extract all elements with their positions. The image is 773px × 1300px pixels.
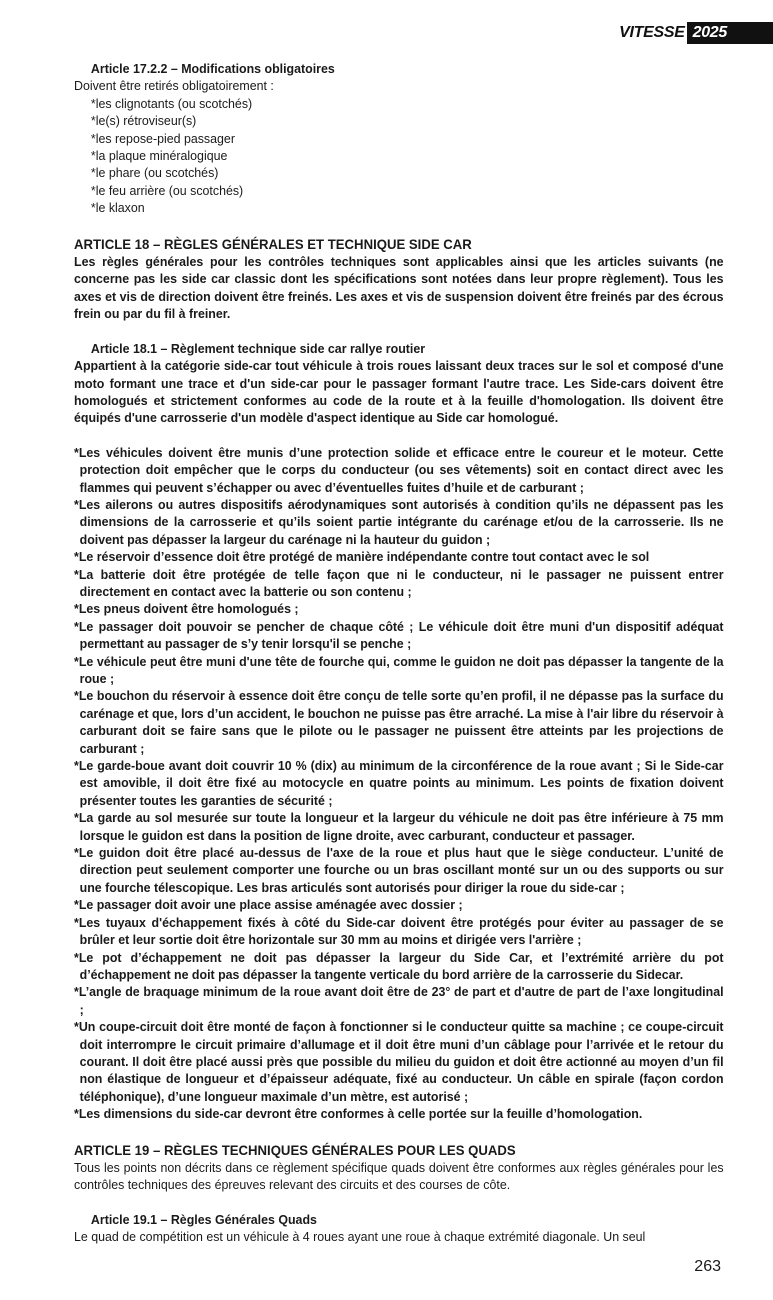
list-item: *L’angle de braquage minimum de la roue avant doit être de 23° de part et d'autre de part de l’axe longitudinal ; <box>74 984 724 1017</box>
header-title: VITESSE <box>619 24 685 41</box>
list-item: *les clignotants (ou scotchés) <box>90 95 253 111</box>
list-item: *le feu arrière (ou scotchés) <box>90 182 244 198</box>
list-item: *Les véhicules doivent être munis d’une protection solide et efficace entre le coureur et le moteur. Cette protection doit empêcher que le corps du conducteur (ou ses vêtements) soit en contact direct avec les flammes qui peuvent s’échapper ou avec d’éventuelles fuites d’huile et de carburant ; <box>74 444 724 495</box>
list-item: *Le passager doit avoir une place assise aménagée avec dossier ; <box>74 897 463 913</box>
article-18-1-list <box>74 444 724 1123</box>
article-18-title: ARTICLE 18 – RÈGLES GÉNÉRALES ET TECHNIQUE SIDE CAR <box>74 235 472 252</box>
list-item: *Les ailerons ou autres dispositifs aérodynamiques sont autorisés à condition qu’ils ne dépassent pas les dimensions de la carrosserie et qu’ils soient partie intégrante du carénage et/ou de la carrosserie. Ils ne doivent pas dépasser la largeur du carénage ni la hauteur du guidon ; <box>74 496 724 547</box>
list-item: *la plaque minéralogique <box>90 148 228 164</box>
header-year: 2025 <box>687 22 773 44</box>
list-item: *Le réservoir d’essence doit être protégé de manière indépendante contre tout contact avec le sol <box>74 549 650 565</box>
list-item: *Le bouchon du réservoir à essence doit être conçu de telle sorte qu’en profil, il ne dépasse pas la surface du carénage et que, lors d’un accident, le bouchon ne puisse pas être arraché. La mise à l'air libre du réservoir à carburant doit se faire sans que le pilote ou le passager ne puissent être atteints par les projections de carburant ; <box>74 688 724 756</box>
article-17-2-2-intro: Doivent être retirés obligatoirement : <box>74 78 274 94</box>
list-item: *Le véhicule peut être muni d'une tête de fourche qui, comme le guidon ne doit pas dépasser la tangente de la roue ; <box>74 653 724 686</box>
list-item: *Le guidon doit être placé au-dessus de l'axe de la roue et plus haut que le siège conducteur. L’unité de direction peut seulement comporter une fourche ou un bras oscillant monté sur un ou des supports ou sur une fourche télescopique. Les bras articulés sont autorisés pour diriger la roue du side-car ; <box>74 845 724 895</box>
article-17-2-2-title: Article 17.2.2 – Modifications obligatoires <box>90 61 335 76</box>
list-item: *La batterie doit être protégée de telle façon que ni le conducteur, ni le passager ne puissent entrer directement en contact avec la batterie ou son contenu ; <box>74 566 724 599</box>
article-17-2-2-list <box>74 95 724 217</box>
list-item: *les repose-pied passager <box>90 130 235 146</box>
list-item: *Le passager doit pouvoir se pencher de chaque côté ; Le véhicule doit être muni d'un dispositif adéquat permettant au passager de s’y tenir lorsqu'il se penche ; <box>74 618 724 652</box>
list-item: *Le garde-boue avant doit couvrir 10 % (dix) au minimum de la circonférence de la roue avant ; Si le Side-car est amovible, il doit être fixé au motocycle en quatre points au minimum. Les points de fixation doivent présenter toutes les garanties de sécurité ; <box>74 758 724 808</box>
list-item: *Un coupe-circuit doit être monté de façon à fonctionner si le conducteur quitte sa machine ; ce coupe-circuit doit interrompre le circuit primaire d’allumage et il doit être muni d’un câblage pour l’arrivée et le retour du courant. Il doit être placé aussi près que possible du milieu du guidon et doit être actionné au moyen d’un fil non élastique de longueur et d’épaisseur adéquate, fixé au conducteur. Un câble en spirale (façon cordon téléphonique), d’une longueur maximale d’un mètre, est autorisé ; <box>74 1019 724 1104</box>
page-number: 263 <box>694 1258 721 1275</box>
list-item: *La garde au sol mesurée sur toute la longueur et la largeur du véhicule ne doit pas être inférieure à 75 mm lorsque le guidon est dans la position de ligne droite, avec carburant, conducteur et passager. <box>74 810 724 843</box>
page-content <box>74 60 724 1246</box>
list-item: *le(s) rétroviseur(s) <box>90 113 197 129</box>
list-item: *le klaxon <box>90 200 145 216</box>
article-18-1-title: Article 18.1 – Règlement technique side car rallye routier <box>90 340 426 356</box>
article-19-body: Tous les points non décrits dans ce règlement spécifique quads doivent être conformes aux règles générales pour les contrôles techniques des épreuves relevant des circuits et des courses de côte. <box>74 1159 724 1193</box>
article-19-title: ARTICLE 19 – RÈGLES TECHNIQUES GÉNÉRALES POUR LES QUADS <box>74 1141 516 1158</box>
article-18-1-body: Appartient à la catégorie side-car tout véhicule à trois roues laissant deux traces sur le sol et composé d'une moto formant une trace et d'un side-car pour le passager formant l'autre trace. Les Side-cars doivent être homologués et strictement conformes au code de la route et à la feuille d'homologation. Ils doivent être équipés d'une carrosserie d'un modèle d'aspect identique au Side car homologué. <box>74 358 724 426</box>
list-item: *Les tuyaux d'échappement fixés à côté du Side-car doivent être protégés pour éviter au passager de se brûler et leur sortie doit être horizontale sur 30 mm au moins et dirigée vers l'arrière ; <box>74 914 724 948</box>
header-badge <box>619 22 773 44</box>
list-item: *Les dimensions du side-car devront être conformes à celle portée sur la feuille d’homologation. <box>74 1106 643 1122</box>
list-item: *Le pot d’échappement ne doit pas dépasser la largeur du Side Car, et l’extrémité arrière du pot d’échappement ne doit pas dépasser la tangente verticale du bord arrière de la carrosserie du Sidecar. <box>74 949 724 982</box>
list-item: *le phare (ou scotchés) <box>90 165 219 181</box>
list-item: *Les pneus doivent être homologués ; <box>74 601 299 617</box>
article-19-1-body: Le quad de compétition est un véhicule à 4 roues ayant une roue à chaque extrémité diagonale. Un seul <box>74 1229 646 1245</box>
article-18-body: Les règles générales pour les contrôles techniques sont applicables ainsi que les articles suivants (ne concerne pas les side car classic dont les spécifications sont notées dans leur propre règlement). Tous les axes et vis de direction doivent être freinés. Les axes et vis de suspension doivent être freinés par des écrous frein ou par du fil à freiner. <box>74 254 724 322</box>
article-19-1-title: Article 19.1 – Règles Générales Quads <box>90 1211 317 1227</box>
